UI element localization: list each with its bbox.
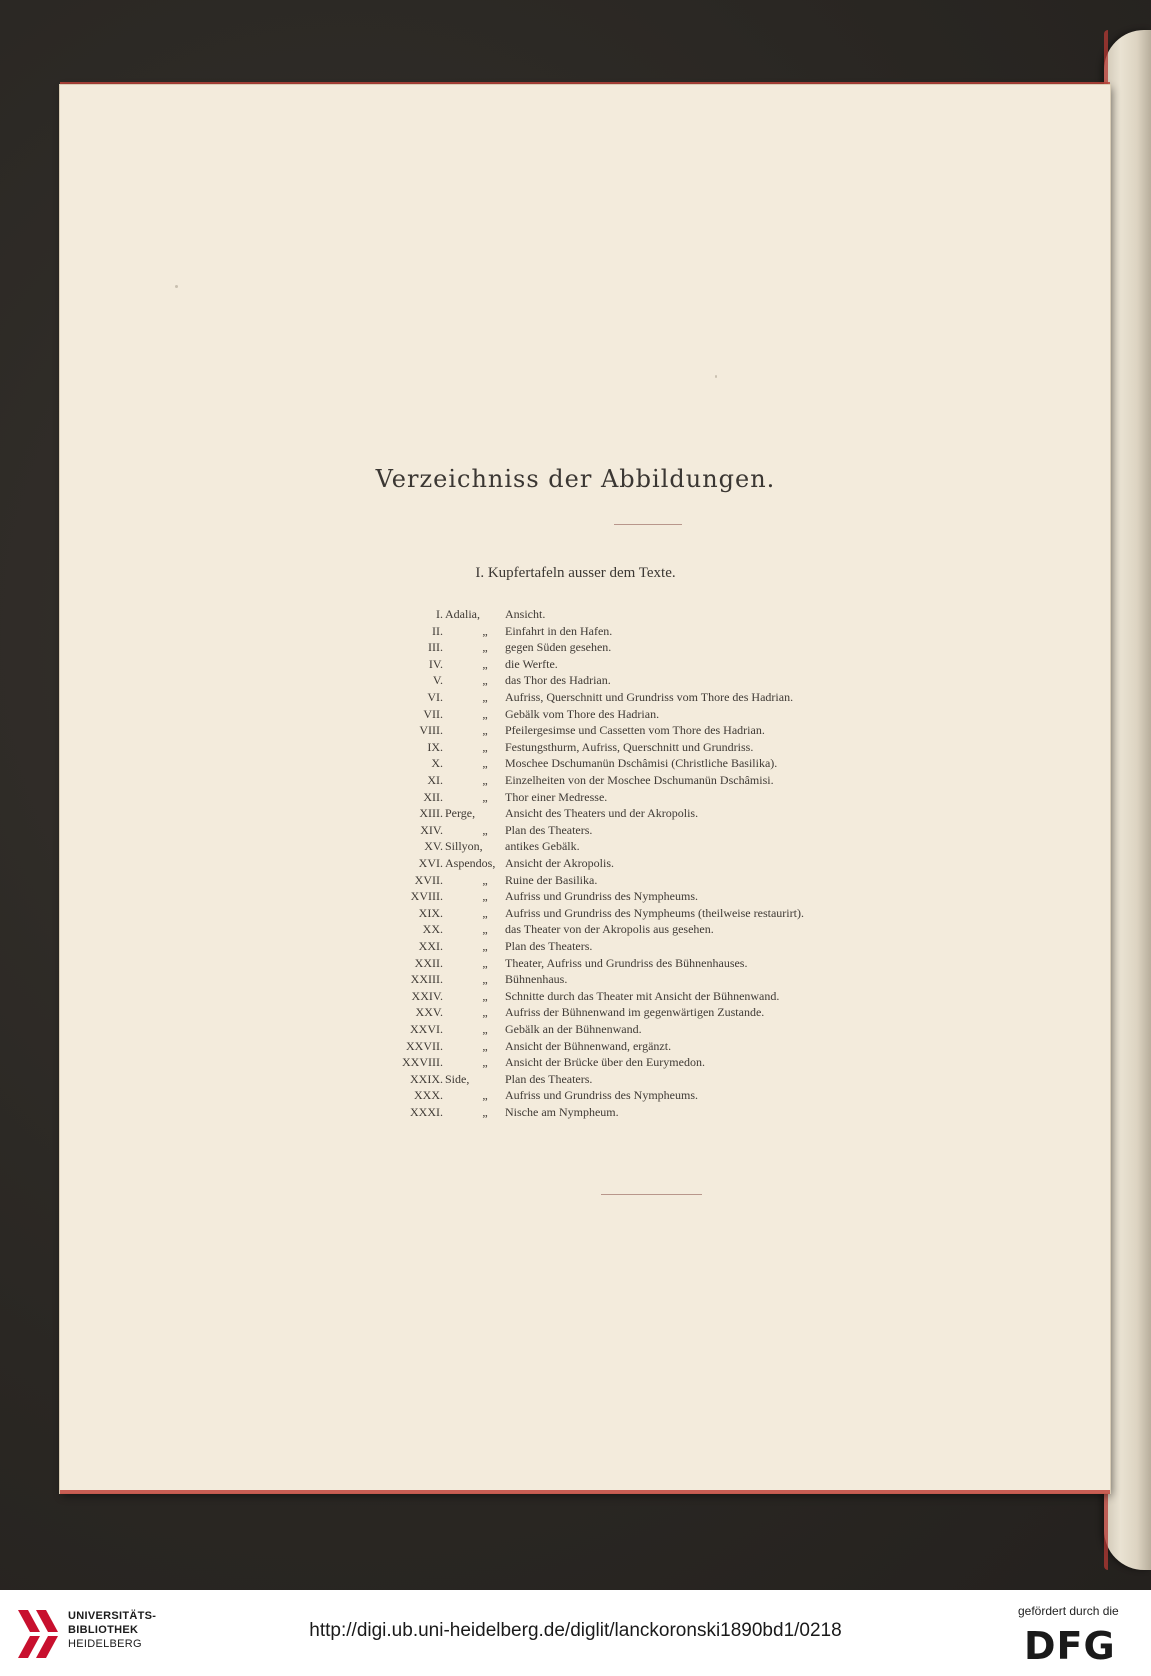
ditto-mark: „ [482,905,488,920]
ditto-mark: „ [482,1088,488,1103]
plate-number: XXX. [414,1088,443,1103]
plate-description: Aufriss, Querschnitt und Grundriss vom Thore des Hadrian. [505,690,794,704]
list-end-divider [601,1194,702,1195]
plate-number: IX. [427,739,443,754]
plate-description: Aufriss und Grundriss des Nympheums (theilweise restaurirt). [505,905,804,920]
ditto-mark: „ [482,690,488,704]
plate-description: die Werfte. [505,656,558,671]
plate-description: gegen Süden gesehen. [505,640,612,655]
plate-number: XXXI. [410,1105,443,1119]
plate-entry [0,872,1151,889]
plate-entry [0,689,1151,706]
ditto-mark: „ [482,1022,488,1036]
plate-number: XVI. [418,856,443,870]
ditto-mark: „ [482,939,488,953]
plate-description: Nische am Nympheum. [505,1105,619,1119]
plate-description: Aufriss und Grundriss des Nympheums. [505,889,698,904]
plate-number: XI. [427,773,443,787]
plate-description: Plan des Theaters. [505,1071,593,1086]
ditto-mark: „ [482,789,488,804]
plate-description: Gebälk vom Thore des Hadrian. [505,706,660,721]
plate-entry [0,1021,1151,1038]
plate-number: X. [431,756,443,771]
plate-entry [0,888,1151,905]
plate-number: XX. [422,922,443,937]
plate-description: Bühnenhaus. [505,972,568,987]
ditto-mark: „ [482,889,488,904]
plate-description: Ansicht. [505,607,546,621]
plate-description: Ruine der Basilika. [505,872,598,887]
plate-number: XXIV. [411,988,443,1003]
plate-description: Pfeilergesimse und Cassetten vom Thore des Hadrian. [505,723,765,738]
plate-number: XXIII. [410,972,443,987]
plate-entry [0,838,1151,855]
dfg-logo: DFG [1024,1624,1116,1668]
plate-number: II. [432,623,443,638]
plate-entry [0,955,1151,972]
ditto-mark: „ [482,1105,488,1119]
funded-by-label: gefördert durch die [1018,1604,1119,1618]
plate-description: Theater, Aufriss und Grundriss des Bühnenhauses. [505,955,748,970]
plate-entry [0,672,1151,689]
plate-entry [0,722,1151,739]
plate-number: VIII. [419,723,443,738]
plate-description: Ansicht der Akropolis. [505,856,614,870]
plate-entry [0,772,1151,789]
plate-number: VII. [423,706,443,721]
plate-number: XXVII. [406,1038,443,1053]
plate-description: antikes Gebälk. [505,839,580,854]
plate-number: XVII. [414,872,443,887]
plate-number: V. [432,673,443,688]
plate-entry [0,1038,1151,1055]
plate-entry [0,789,1151,806]
ditto-mark: „ [482,723,488,738]
plate-number: I. [436,607,443,621]
library-name-line1: UNIVERSITÄTS- [68,1610,157,1622]
ditto-mark: „ [482,1038,488,1053]
plate-entry [0,1054,1151,1071]
plate-description: Aufriss der Bühnenwand im gegenwärtigen Zustande. [505,1005,765,1020]
plate-entry [0,971,1151,988]
plate-number: XIV. [420,822,443,837]
plate-number: XXVI. [410,1022,443,1036]
place-name: Adalia, [445,607,480,621]
plate-entry [0,755,1151,772]
ditto-mark: „ [482,972,488,987]
plate-entry [0,921,1151,938]
place-name: Perge, [445,806,476,821]
plate-number: VI. [427,690,443,704]
ditto-mark: „ [482,706,488,721]
place-name: Aspendos, [445,856,496,870]
ditto-mark: „ [482,673,488,688]
page-edge-bottom [60,1490,1110,1494]
plate-description: Aufriss und Grundriss des Nympheums. [505,1088,698,1103]
title-divider [614,524,682,525]
ditto-mark: „ [482,988,488,1003]
plate-number: XXII. [414,955,443,970]
place-name: Sillyon, [445,839,483,854]
plate-entry [0,1004,1151,1021]
paper-speck [175,285,178,288]
plate-entry [0,988,1151,1005]
ditto-mark: „ [482,922,488,937]
ditto-mark: „ [482,739,488,754]
ditto-mark: „ [482,623,488,638]
ditto-mark: „ [482,773,488,787]
plate-number: XII. [423,789,443,804]
plate-number: III. [428,640,443,655]
paper-speck [715,375,717,378]
plate-entry [0,1104,1151,1121]
library-name-line3: HEIDELBERG [68,1638,142,1650]
plate-entry [0,938,1151,955]
plate-entry [0,639,1151,656]
plate-entry [0,623,1151,640]
plate-description: Einzelheiten von der Moschee Dschumanün Dschâmisi. [505,773,774,787]
plate-number: IV. [428,656,443,671]
plate-description: Ansicht des Theaters und der Akropolis. [505,806,699,821]
footer-bar [0,1590,1151,1676]
plate-number: XIII. [419,806,443,821]
plate-entry [0,606,1151,623]
plate-description: Ansicht der Brücke über den Eurymedon. [505,1055,705,1070]
ditto-mark: „ [482,822,488,837]
plate-number: XXV. [415,1005,443,1020]
plate-description: Moschee Dschumanün Dschâmisi (Christliche Basilika). [505,756,778,771]
plate-description: Plan des Theaters. [505,939,593,953]
section-heading: I. Kupfertafeln ausser dem Texte. [475,565,676,581]
permalink-url[interactable]: http://digi.ub.uni-heidelberg.de/diglit/lanckoronski1890bd1/0218 [309,1620,842,1641]
plate-entry [0,855,1151,872]
plate-number: XV. [424,839,443,854]
plate-entry [0,822,1151,839]
plate-description: Thor einer Medresse. [505,789,608,804]
plate-description: Festungsthurm, Aufriss, Querschnitt und Grundriss. [505,739,754,754]
plate-description: das Theater von der Akropolis aus gesehen. [505,922,714,937]
plate-entry [0,1071,1151,1088]
ditto-mark: „ [482,656,488,671]
plate-number: XXVIII. [402,1055,443,1070]
ditto-mark: „ [482,955,488,970]
place-name: Side, [445,1071,470,1086]
ditto-mark: „ [482,1055,488,1070]
ditto-mark: „ [482,872,488,887]
plate-entry [0,805,1151,822]
plate-description: Einfahrt in den Hafen. [505,623,613,638]
plate-description: Plan des Theaters. [505,822,593,837]
plate-entry [0,656,1151,673]
plate-number: XVIII. [410,889,443,904]
plate-number: XXI. [418,939,443,953]
plate-description: Ansicht der Bühnenwand, ergänzt. [505,1038,672,1053]
library-name-line2: BIBLIOTHEK [68,1624,139,1636]
ditto-mark: „ [482,1005,488,1020]
plate-entry [0,905,1151,922]
ditto-mark: „ [482,756,488,771]
plate-description: Schnitte durch das Theater mit Ansicht der Bühnenwand. [505,988,780,1003]
plate-number: XXIX. [410,1071,443,1086]
plate-entry [0,739,1151,756]
plate-entry [0,706,1151,723]
plate-description: Gebälk an der Bühnenwand. [505,1022,642,1036]
ditto-mark: „ [482,640,488,655]
plate-number: XIX. [418,905,443,920]
plate-description: das Thor des Hadrian. [505,673,611,688]
page-title: Verzeichniss der Abbildungen. [375,465,776,493]
plate-entry [0,1087,1151,1104]
